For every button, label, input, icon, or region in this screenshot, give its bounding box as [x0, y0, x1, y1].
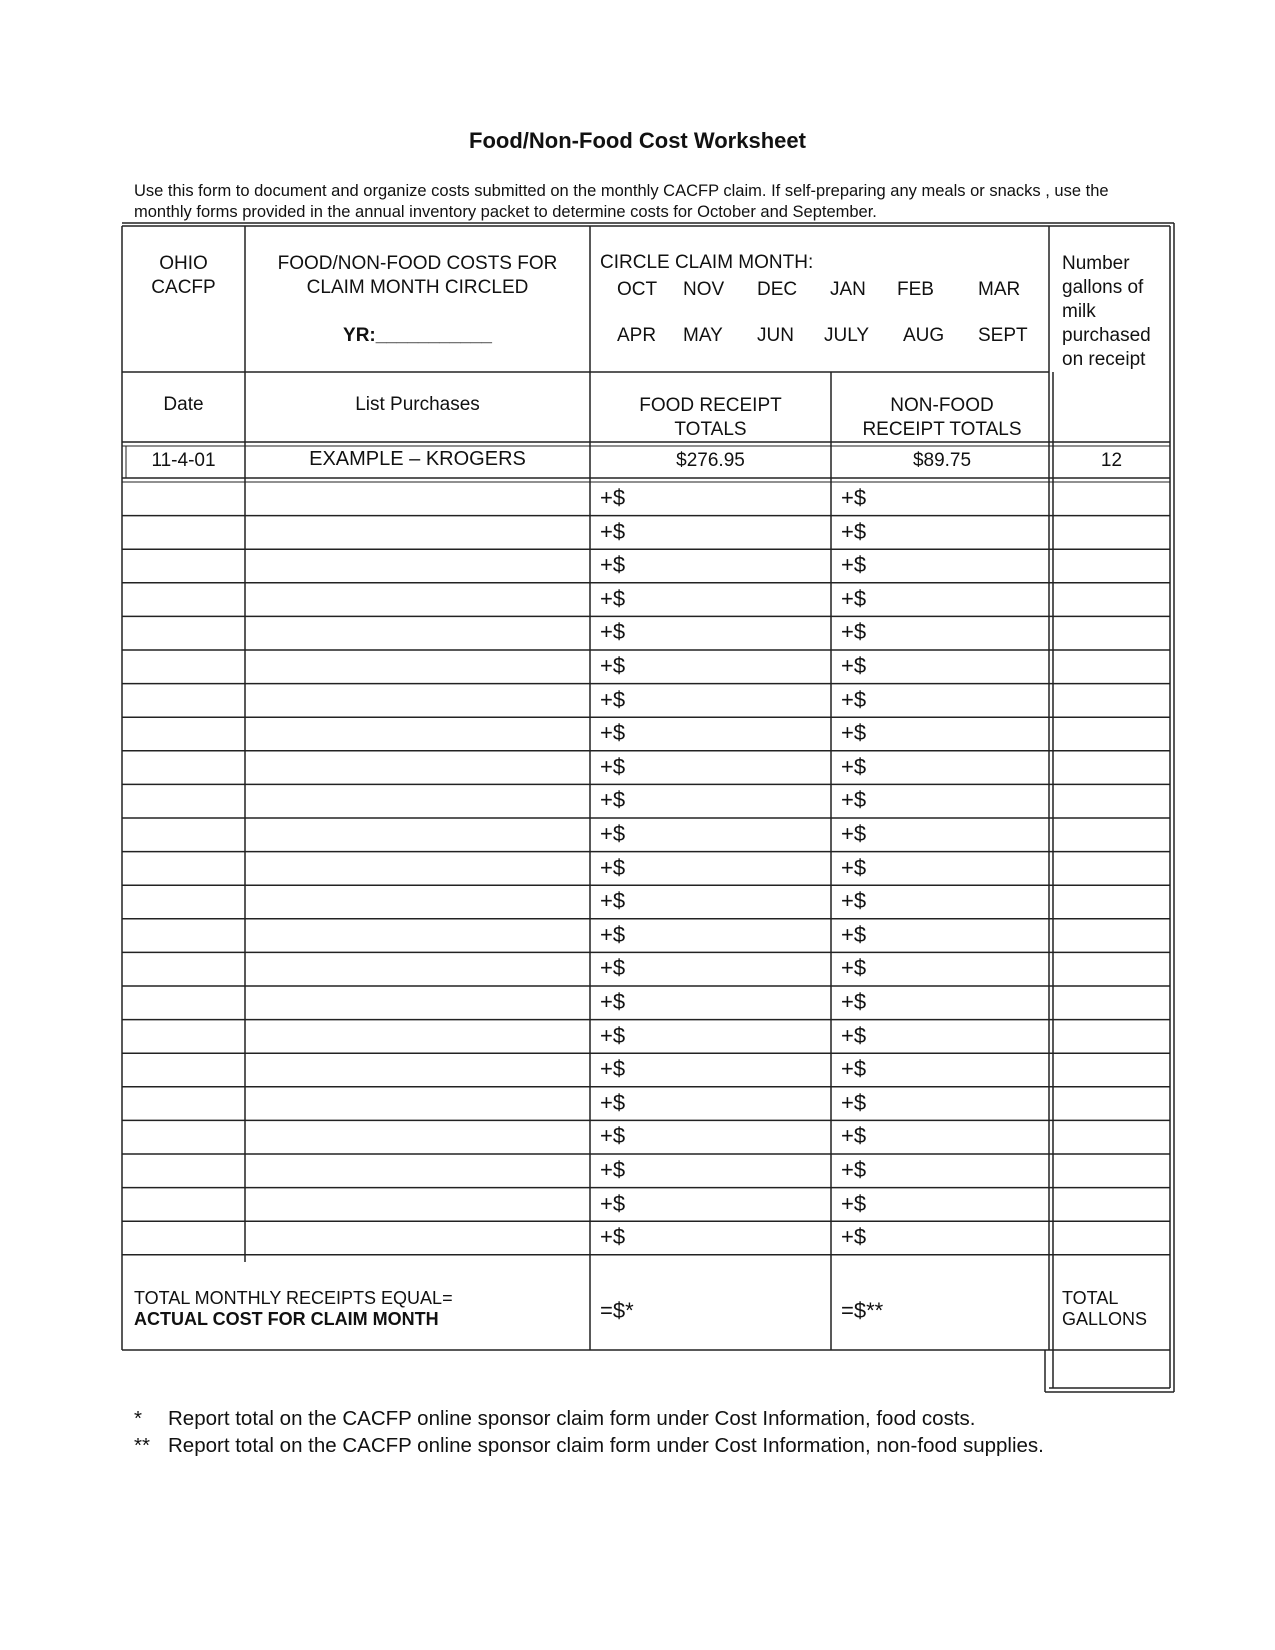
footnote-food	[134, 1406, 975, 1432]
gallons-field[interactable]	[1053, 1087, 1170, 1119]
date-field[interactable]	[122, 583, 245, 615]
month-option-july[interactable]: JULY	[824, 325, 870, 346]
nonfood-amount-field[interactable]: +$	[841, 1190, 867, 1216]
food-amount-field[interactable]: +$	[600, 787, 626, 813]
food-amount-field[interactable]: +$	[600, 1157, 626, 1182]
food-amount-field[interactable]: +$	[600, 619, 626, 645]
purchase-field[interactable]	[245, 852, 590, 884]
date-field[interactable]	[122, 616, 245, 648]
purchase-field[interactable]	[245, 583, 590, 615]
date-field[interactable]	[122, 1154, 245, 1186]
month-option-jan[interactable]: JAN	[830, 279, 866, 300]
purchase-field[interactable]	[245, 516, 590, 548]
date-field[interactable]	[122, 784, 245, 816]
month-option-dec[interactable]: DEC	[757, 279, 798, 300]
gallons-field[interactable]	[1053, 516, 1170, 548]
nonfood-amount-field[interactable]: +$	[841, 619, 867, 645]
food-totals-column-header	[590, 394, 831, 442]
food-amount-field[interactable]: +$	[600, 854, 626, 880]
purchase-field[interactable]	[245, 1087, 590, 1119]
food-amount-field[interactable]: +$	[600, 518, 626, 544]
nonfood-amount-field[interactable]: +$	[841, 753, 867, 779]
food-header-line1: FOOD RECEIPT	[639, 395, 782, 416]
food-amount-field[interactable]: +$	[600, 686, 626, 712]
date-field[interactable]	[122, 1188, 245, 1220]
nonfood-header-line2: RECEIPT TOTALS	[862, 419, 1022, 440]
totals-line2: ACTUAL COST FOR CLAIM MONTH	[134, 1309, 439, 1329]
example-gallons: 12	[1100, 450, 1123, 471]
milk-gallons-label	[1062, 252, 1174, 372]
milk-line2: gallons of	[1062, 277, 1144, 298]
food-amount-field[interactable]: +$	[600, 1022, 626, 1048]
month-option-may[interactable]: MAY	[683, 325, 723, 346]
gallons-field[interactable]	[1053, 1154, 1170, 1186]
date-field[interactable]	[122, 684, 245, 716]
food-amount-field[interactable]: +$	[600, 921, 626, 947]
food-amount-field[interactable]: +$	[600, 821, 626, 846]
total-gallons-label	[1062, 1288, 1147, 1330]
gallons-field[interactable]	[1053, 952, 1170, 984]
nonfood-amount-field[interactable]: +$	[841, 1056, 867, 1082]
purchase-field[interactable]	[245, 1221, 590, 1253]
instructions-text: Use this form to document and organize costs submitted on the monthly CACFP claim. If self-preparing any meals or snacks , use the monthly forms provided in the annual inventory packet to determine costs for October and September.	[134, 182, 1109, 221]
purchase-field[interactable]	[245, 952, 590, 984]
gallons-field[interactable]	[1053, 852, 1170, 884]
gallons-field[interactable]	[1053, 650, 1170, 682]
purchase-field[interactable]	[245, 1053, 590, 1085]
circle-claim-month-label: CIRCLE CLAIM MONTH:	[600, 252, 814, 273]
footnote-text: Report total on the CACFP online sponsor claim form under Cost Information, non-food supplies.	[168, 1434, 1044, 1457]
food-amount-field[interactable]: +$	[600, 1190, 626, 1216]
purchase-field[interactable]	[245, 1154, 590, 1186]
purchase-field[interactable]	[245, 616, 590, 648]
date-field[interactable]	[122, 482, 245, 514]
total-gallons-line2: GALLONS	[1062, 1309, 1148, 1329]
claim-costs-label	[245, 252, 590, 300]
food-amount-field[interactable]: +$	[600, 1089, 626, 1115]
nonfood-amount-field[interactable]: +$	[841, 1022, 867, 1048]
purchase-field[interactable]	[245, 1120, 590, 1152]
date-field[interactable]	[122, 549, 245, 581]
date-field[interactable]	[122, 952, 245, 984]
food-amount-field[interactable]: +$	[600, 720, 626, 746]
example-date: 11-4-01	[151, 450, 216, 471]
purchase-field[interactable]	[245, 549, 590, 581]
milk-line5: on receipt	[1062, 349, 1146, 370]
nonfood-amount-field[interactable]: +$	[841, 686, 867, 712]
nonfood-amount-field[interactable]: +$	[841, 585, 867, 611]
date-column-header: Date	[163, 394, 204, 415]
food-amount-field[interactable]: +$	[600, 585, 626, 611]
gallons-field[interactable]	[1053, 1120, 1170, 1152]
food-amount-field[interactable]: +$	[600, 552, 626, 578]
food-amount-field[interactable]: +$	[600, 989, 626, 1014]
gallons-field[interactable]	[1053, 1053, 1170, 1085]
ohio-text: OHIO	[159, 253, 208, 274]
food-amount-field[interactable]: +$	[600, 753, 626, 779]
milk-line3: milk	[1062, 301, 1096, 322]
gallons-field[interactable]	[1053, 1221, 1170, 1253]
total-gallons-line1: TOTAL	[1062, 1288, 1119, 1308]
footnote-mark: *	[134, 1407, 142, 1430]
gallons-field[interactable]	[1053, 818, 1170, 850]
purchase-field[interactable]	[245, 717, 590, 749]
nonfood-amount-field[interactable]: +$	[841, 854, 867, 880]
food-header-line2: TOTALS	[674, 419, 747, 440]
month-option-aug[interactable]: AUG	[903, 325, 945, 346]
food-amount-field[interactable]: +$	[600, 888, 626, 914]
purchase-field[interactable]	[245, 1020, 590, 1052]
date-field[interactable]	[122, 852, 245, 884]
nonfood-amount-field[interactable]: +$	[841, 821, 867, 846]
date-field[interactable]	[122, 751, 245, 783]
nonfood-amount-field[interactable]: +$	[841, 955, 867, 981]
month-option-feb[interactable]: FEB	[897, 279, 934, 300]
footnote-mark: **	[134, 1434, 150, 1457]
worksheet-title: Food/Non-Food Cost Worksheet	[469, 128, 806, 153]
nonfood-amount-field[interactable]: +$	[841, 485, 867, 510]
date-field[interactable]	[122, 1053, 245, 1085]
example-purchase: EXAMPLE – KROGERS	[309, 448, 526, 470]
month-option-sept[interactable]: SEPT	[978, 325, 1028, 346]
gallons-field[interactable]	[1053, 919, 1170, 951]
nonfood-amount-field[interactable]: +$	[841, 518, 867, 544]
nonfood-amount-field[interactable]: +$	[841, 989, 867, 1014]
food-amount-field[interactable]: +$	[600, 653, 626, 678]
purchase-field[interactable]	[245, 751, 590, 783]
footnote-text: Report total on the CACFP online sponsor claim form under Cost Information, food costs.	[168, 1407, 976, 1430]
purchase-field[interactable]	[245, 650, 590, 682]
month-option-mar[interactable]: MAR	[978, 279, 1021, 300]
month-option-oct[interactable]: OCT	[617, 279, 658, 300]
nonfood-amount-field[interactable]: +$	[841, 1224, 867, 1250]
date-field[interactable]	[122, 650, 245, 682]
purchase-field[interactable]	[245, 784, 590, 816]
food-amount-field[interactable]: +$	[600, 485, 626, 510]
food-amount-field[interactable]: +$	[600, 1224, 626, 1250]
date-field[interactable]	[122, 1221, 245, 1253]
example-nonfood-total: $89.75	[912, 450, 972, 471]
purchase-field[interactable]	[245, 919, 590, 951]
gallons-field[interactable]	[1053, 684, 1170, 716]
month-option-jun[interactable]: JUN	[757, 325, 794, 346]
milk-line1: Number	[1062, 253, 1130, 274]
totals-line1: TOTAL MONTHLY RECEIPTS EQUAL=	[134, 1288, 453, 1308]
food-amount-field[interactable]: +$	[600, 1123, 626, 1149]
nonfood-amount-field[interactable]: +$	[841, 1089, 867, 1115]
date-field[interactable]	[122, 1087, 245, 1119]
nonfood-total-field[interactable]: =$**	[841, 1298, 884, 1323]
costs-line1: FOOD/NON-FOOD COSTS FOR	[277, 253, 558, 274]
gallons-field[interactable]	[1053, 784, 1170, 816]
purchase-field[interactable]	[245, 684, 590, 716]
cacfp-text: CACFP	[151, 277, 216, 298]
nonfood-amount-field[interactable]: +$	[841, 552, 867, 578]
gallons-field[interactable]	[1053, 885, 1170, 917]
example-food-total: $276.95	[676, 450, 745, 471]
gallons-field[interactable]	[1053, 751, 1170, 783]
date-field[interactable]	[122, 986, 245, 1018]
nonfood-amount-field[interactable]: +$	[841, 653, 867, 678]
month-option-apr[interactable]: APR	[617, 325, 657, 346]
nonfood-amount-field[interactable]: +$	[841, 888, 867, 914]
year-field[interactable]: YR:___________	[343, 325, 492, 346]
date-field[interactable]	[122, 717, 245, 749]
gallons-field[interactable]	[1053, 549, 1170, 581]
totals-label	[134, 1288, 453, 1330]
gallons-field[interactable]	[1053, 1188, 1170, 1220]
nonfood-header-line1: NON-FOOD	[890, 395, 994, 416]
purchase-field[interactable]	[245, 482, 590, 514]
total-gallons-field[interactable]	[1053, 1350, 1170, 1382]
gallons-field[interactable]	[1053, 986, 1170, 1018]
nonfood-amount-field[interactable]: +$	[841, 1157, 867, 1182]
date-field[interactable]	[122, 818, 245, 850]
ohio-cacfp-label	[122, 252, 245, 300]
nonfood-amount-field[interactable]: +$	[841, 787, 867, 813]
gallons-field[interactable]	[1053, 717, 1170, 749]
nonfood-amount-field[interactable]: +$	[841, 921, 867, 947]
gallons-field[interactable]	[1053, 616, 1170, 648]
gallons-field[interactable]	[1053, 583, 1170, 615]
food-amount-field[interactable]: +$	[600, 1056, 626, 1082]
food-total-field[interactable]: =$*	[600, 1298, 634, 1323]
nonfood-amount-field[interactable]: +$	[841, 720, 867, 746]
purchase-field[interactable]	[245, 1188, 590, 1220]
costs-line2: CLAIM MONTH CIRCLED	[306, 277, 529, 298]
date-field[interactable]	[122, 919, 245, 951]
date-field[interactable]	[122, 885, 245, 917]
purchase-field[interactable]	[245, 986, 590, 1018]
date-field[interactable]	[122, 1020, 245, 1052]
nonfood-amount-field[interactable]: +$	[841, 1123, 867, 1149]
gallons-field[interactable]	[1053, 482, 1170, 514]
purchase-field[interactable]	[245, 818, 590, 850]
nonfood-totals-column-header	[831, 394, 1053, 442]
date-field[interactable]	[122, 1120, 245, 1152]
date-field[interactable]	[122, 516, 245, 548]
gallons-field[interactable]	[1053, 1020, 1170, 1052]
footnote-nonfood	[134, 1433, 1044, 1459]
purchase-field[interactable]	[245, 885, 590, 917]
milk-line4: purchased	[1062, 325, 1151, 346]
food-amount-field[interactable]: +$	[600, 955, 626, 981]
purchases-column-header: List Purchases	[355, 394, 480, 415]
month-option-nov[interactable]: NOV	[683, 279, 725, 300]
